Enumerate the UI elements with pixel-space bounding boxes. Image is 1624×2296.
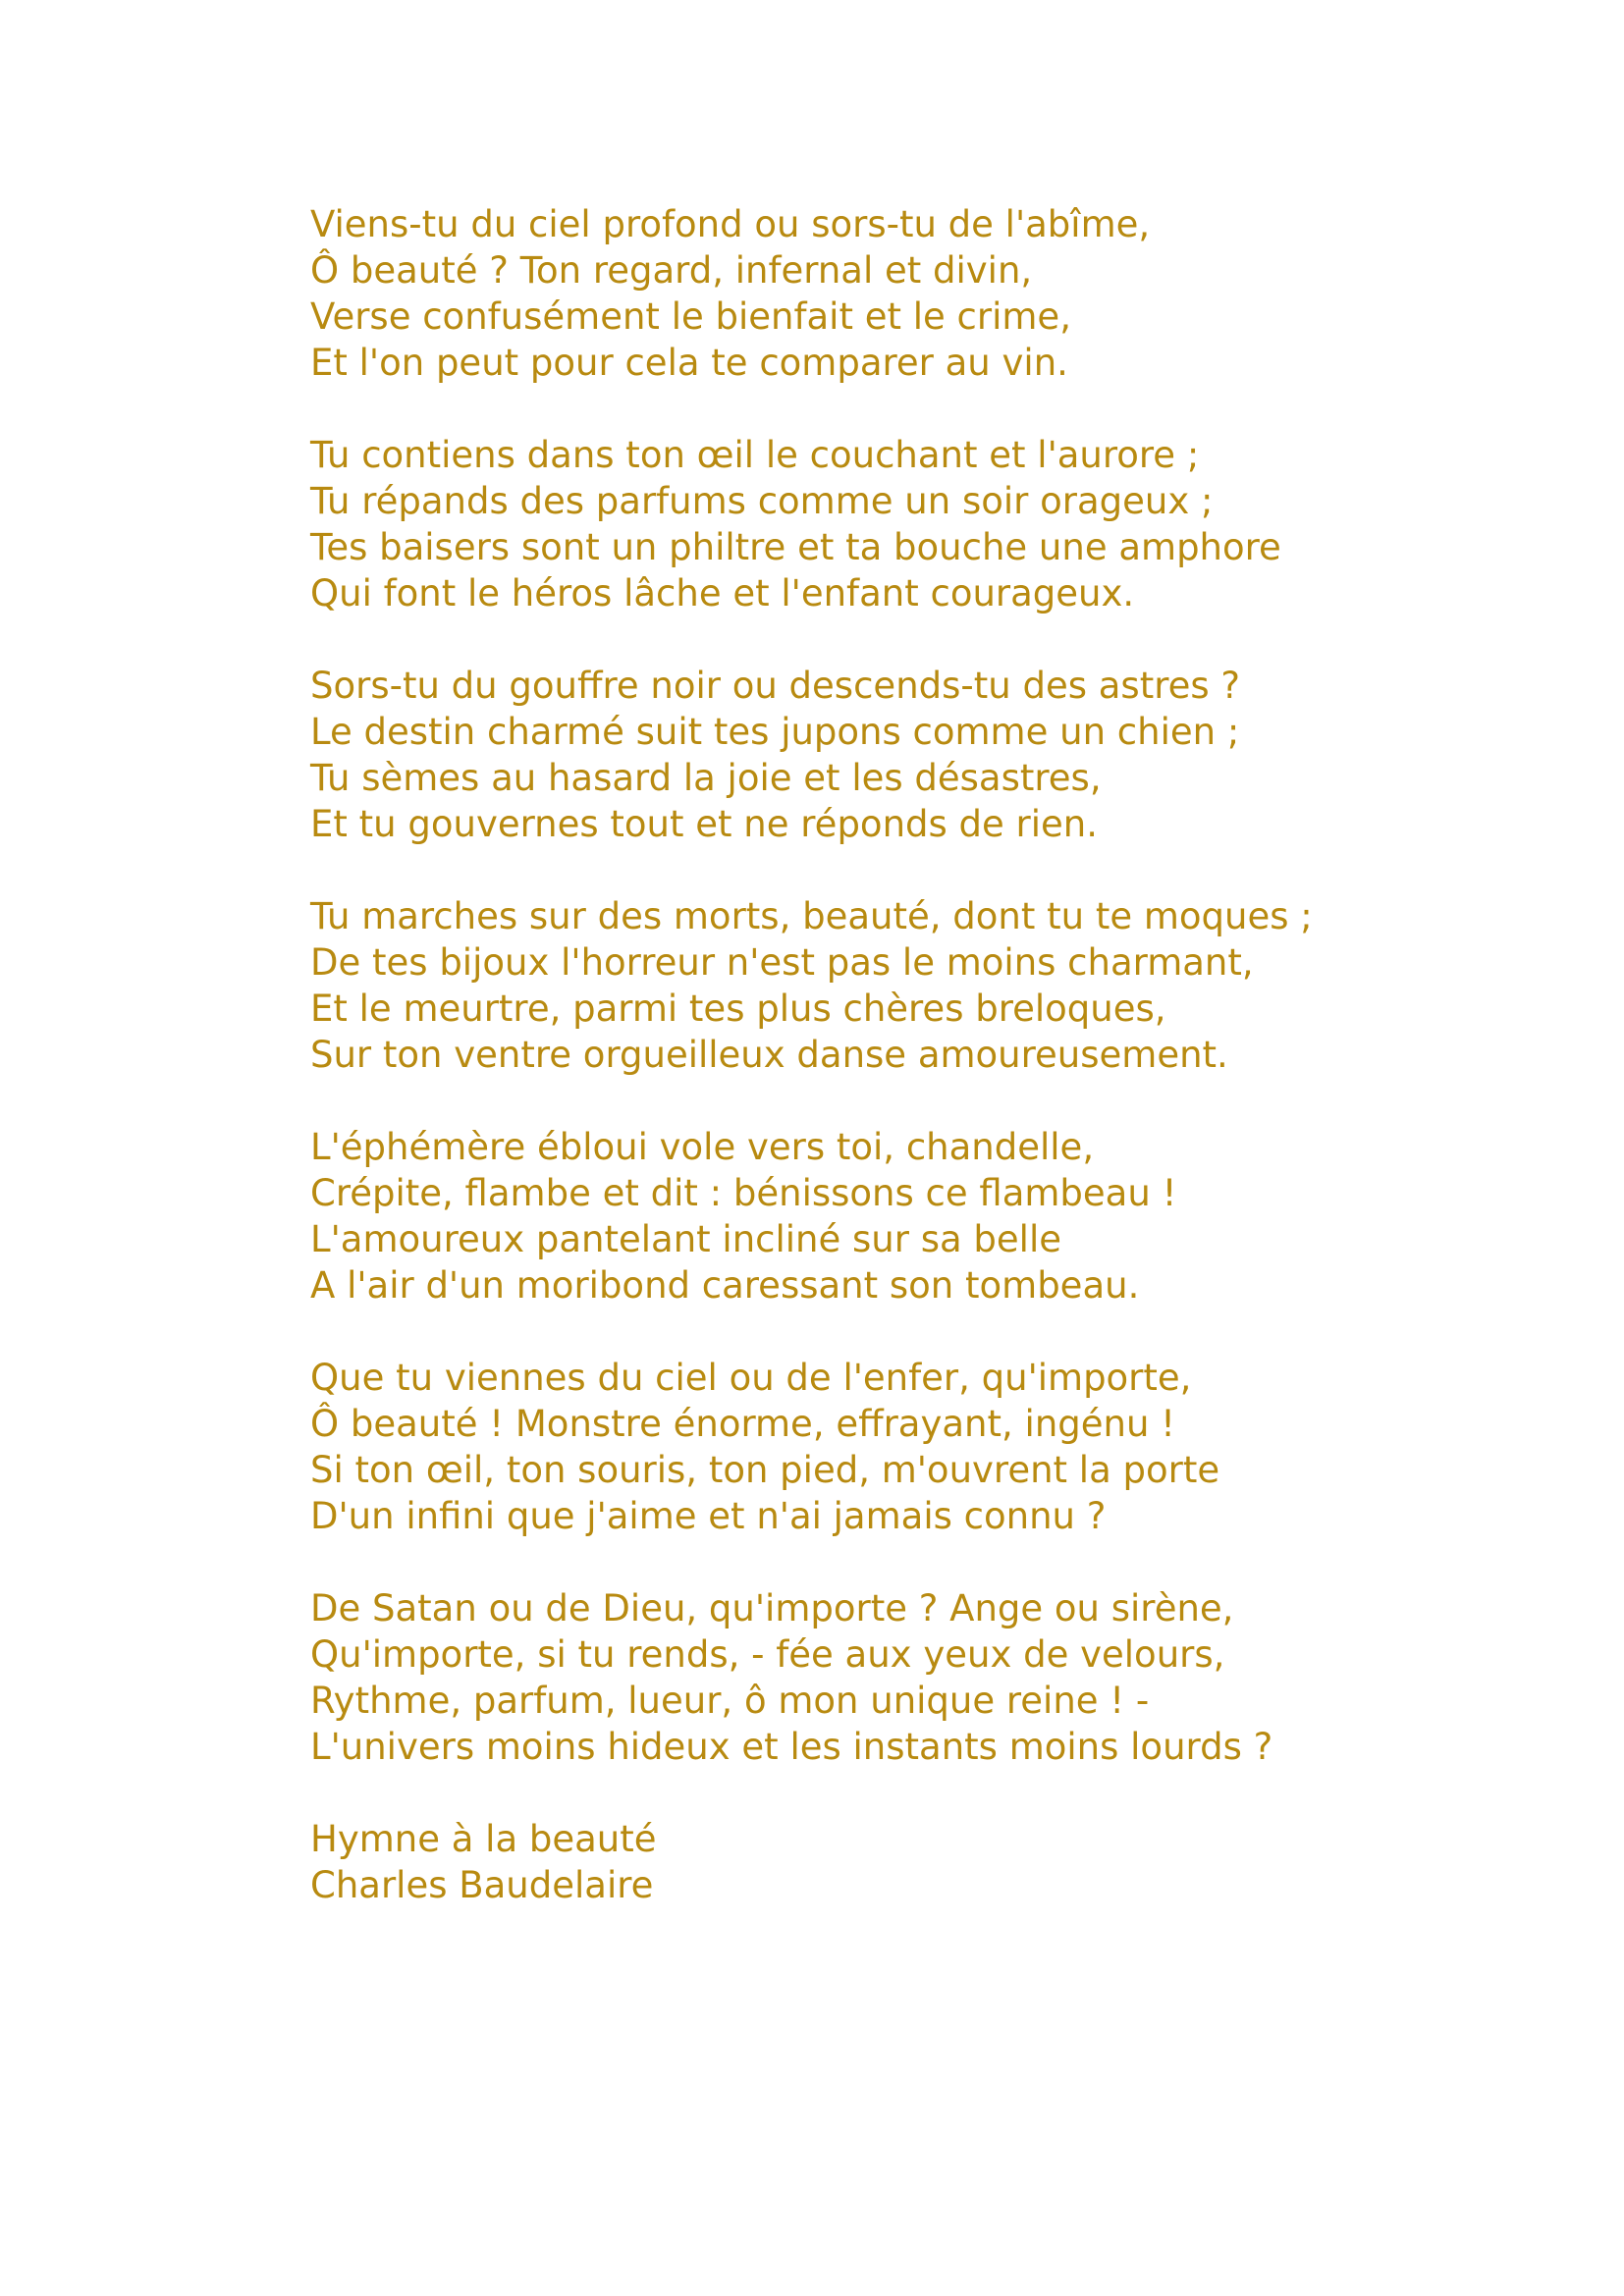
verse-line: Et tu gouvernes tout et ne réponds de rien.	[310, 803, 1099, 845]
stanza-4	[310, 893, 1547, 1078]
stanza-2	[310, 432, 1547, 616]
poem-author: Charles Baudelaire	[310, 1864, 654, 1906]
verse-line: Tes baisers sont un philtre et ta bouche une amphore	[310, 526, 1281, 568]
verse-line: Tu répands des parfums comme un soir orageux ;	[310, 480, 1214, 522]
verse-line: Et le meurtre, parmi tes plus chères breloques,	[310, 988, 1166, 1030]
verse-line: Que tu viennes du ciel ou de l'enfer, qu'importe,	[310, 1357, 1192, 1399]
verse-line: A l'air d'un moribond caressant son tombeau.	[310, 1264, 1140, 1307]
verse-line: L'éphémère ébloui vole vers toi, chandelle,	[310, 1126, 1095, 1168]
stanza-5	[310, 1124, 1547, 1308]
verse-line: Qui font le héros lâche et l'enfant courageux.	[310, 572, 1135, 614]
verse-line: Sors-tu du gouffre noir ou descends-tu des astres ?	[310, 665, 1241, 707]
verse-line: Sur ton ventre orgueilleux danse amoureusement.	[310, 1034, 1228, 1076]
verse-line: Rythme, parfum, lueur, ô mon unique reine ! -	[310, 1680, 1150, 1722]
verse-line: Ô beauté ? Ton regard, infernal et divin,	[310, 249, 1033, 292]
verse-line: Le destin charmé suit tes jupons comme un chien ;	[310, 711, 1240, 753]
verse-line: Tu marches sur des morts, beauté, dont tu te moques ;	[310, 895, 1313, 937]
verse-line: Viens-tu du ciel profond ou sors-tu de l'abîme,	[310, 203, 1151, 245]
stanza-7	[310, 1585, 1547, 1770]
verse-line: De Satan ou de Dieu, qu'importe ? Ange ou sirène,	[310, 1587, 1234, 1629]
poem	[310, 201, 1547, 1954]
verse-line: Verse confusément le bienfait et le crime,	[310, 295, 1071, 338]
verse-line: Qu'importe, si tu rends, - fée aux yeux de velours,	[310, 1633, 1225, 1676]
poem-signature	[310, 1816, 1547, 1908]
verse-line: Ô beauté ! Monstre énorme, effrayant, ingénu !	[310, 1403, 1176, 1445]
poem-title: Hymne à la beauté	[310, 1818, 657, 1860]
verse-line: Crépite, flambe et dit : bénissons ce flambeau !	[310, 1172, 1177, 1214]
verse-line: De tes bijoux l'horreur n'est pas le moins charmant,	[310, 941, 1254, 984]
verse-line: Et l'on peut pour cela te comparer au vin.	[310, 342, 1068, 384]
verse-line: Tu sèmes au hasard la joie et les désastres,	[310, 757, 1102, 799]
stanza-3	[310, 663, 1547, 847]
stanza-6	[310, 1355, 1547, 1539]
verse-line: Si ton œil, ton souris, ton pied, m'ouvrent la porte	[310, 1449, 1220, 1491]
stanza-1	[310, 201, 1547, 386]
verse-line: L'univers moins hideux et les instants moins lourds ?	[310, 1726, 1273, 1768]
verse-line: L'amoureux pantelant incliné sur sa belle	[310, 1218, 1062, 1260]
verse-line: D'un infini que j'aime et n'ai jamais connu ?	[310, 1495, 1107, 1537]
verse-line: Tu contiens dans ton œil le couchant et l'aurore ;	[310, 434, 1200, 476]
